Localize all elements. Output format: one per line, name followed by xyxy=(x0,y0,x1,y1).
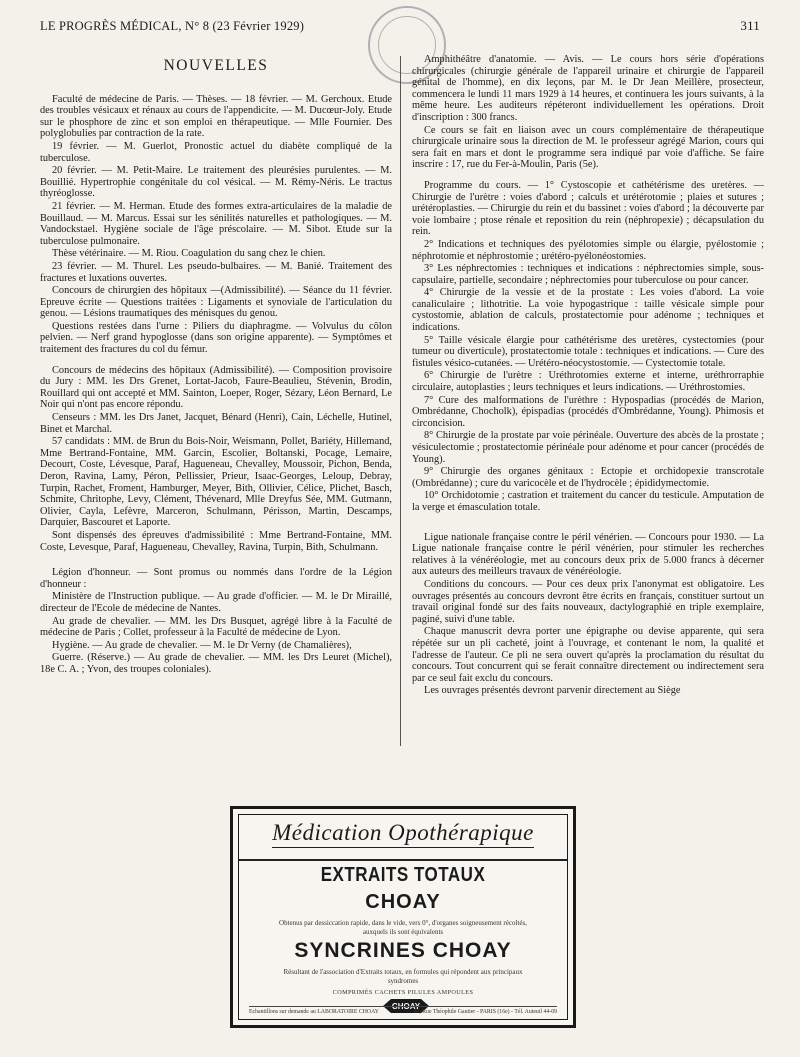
paragraph: 7° Cure des malformations de l'urèthre : Hypospadias (procédés de Marion, Ombrédanne, Chocholk), épispadias (procédés d'Ombrédanne, Young). Phimosis et circoncision. xyxy=(412,394,764,429)
paragraph: 23 février. — M. Thurel. Les pseudo-bulbaires. — M. Banié. Traitement des fractures et luxations ouvertes. xyxy=(40,260,392,284)
paragraph: 2° Indications et techniques des pyélotomies simple ou élargie, pyélostomie ; néphrotomie et néphrostomie ; urétéro-pyélonéostomies. xyxy=(412,238,764,262)
paragraph: 8° Chirurgie de la prostate par voie périnéale. Ouverture des abcès de la prostate ; vésiculectomie ; prostatectomie périnéale pour adénome et pour cancer (procédés de Young). xyxy=(412,430,764,465)
ad-description-1: Obtenus par dessiccation rapide, dans le vide, vers 0°, d'organes soigneusement récoltés, auxquels ils sont équivalents xyxy=(279,919,527,936)
paragraph: Sont dispensés des épreuves d'admissibilité : Mme Bertrand-Fontaine, MM. Coste, Levesque, Paraf, Hagueneau, Chevalley, Ravina, Turpin, Bith, Schulmann. xyxy=(40,529,392,553)
ad-footer-right: 48, Rue Théophile Gautier - PARIS (16e) - Tél. Auteuil 44-09 xyxy=(413,1009,557,1015)
ad-footer xyxy=(249,1006,557,1015)
running-header xyxy=(40,18,760,36)
ad-rule xyxy=(239,859,567,861)
paragraph: Les ouvrages présentés devront parvenir directement au Siège xyxy=(424,685,681,697)
journal-header-title: LE PROGRÈS MÉDICAL, N° 8 (23 Février 1929) xyxy=(40,19,305,33)
advertisement-inner-frame xyxy=(238,814,568,1020)
left-column xyxy=(40,54,392,744)
column-divider xyxy=(400,56,401,746)
paragraph: Faculté de médecine de Paris. — Thèses. — 18 février. — M. Gerchoux. Etude des troubles vésicaux et rénaux au cours de l'appendicite. — M. Ducœur-Joly. Etude sur le phosphore de zinc et son emploi en thérapeutique. — Mlle Fournier. Des polyglobulies par contraction de la rate. xyxy=(40,93,392,140)
paragraph: 20 février. — M. Petit-Maire. Le traitement des pleurésies purulentes. — M. Bouillié. Hypertrophie congénitale du col vésical. — M. Rémy-Néris. Le tractus thyréoglosse. xyxy=(40,165,392,200)
right-column xyxy=(412,54,764,749)
paragraph: 9° Chirurgie des organes génitaux : Ectopie et orchidopexie transcrotale (Ombrédanne) ; cure du varicocèle et de l'hydrocèle ; épididymectomie. xyxy=(412,466,764,489)
paragraph: 5° Taille vésicale élargie pour cathétérisme des uretères, cystectomies (pour tumeur ou diverticule), prostatectomie totale : techniques et indications. — Cure des fistules vésico-cutanées. — Urétéro-néocystostomie. — Cystectomie totale. xyxy=(412,334,764,369)
paragraph: Guerre. (Réserve.) — Au grade de chevalier. — MM. les Drs Leuret (Michel), 18e C. A. ; Yvon, des troupes coloniales). xyxy=(40,652,392,675)
paragraph: Légion d'honneur. — Sont promus ou nommés dans l'ordre de la Légion d'honneur : xyxy=(40,567,392,590)
section-title: NOUVELLES xyxy=(163,57,269,74)
paragraph: Ministère de l'Instruction publique. — Au grade d'officier. — M. le Dr Miraillé, directeur de l'Ecole de médecine de Nantes. xyxy=(40,591,392,614)
paragraph: Au grade de chevalier. — MM. les Drs Busquet, agrégé libre à la Faculté de médecine de Paris ; Collet, professeur à la Faculté de médecine de Lyon. xyxy=(40,615,392,639)
paragraph: 4° Chirurgie de la vessie et de la prostate : Les voies d'abord. La voie canaliculaire ; lithotritie. La voie hypogastrique : taille vésicale simple pour cystostomie, ablation de calculs, prostatectomie pour adénome ; techniques et indications. xyxy=(412,287,764,334)
paragraph: 19 février. — M. Guerlot, Pronostic actuel du diabète compliqué de la tuberculose. xyxy=(40,140,392,164)
advertisement-box xyxy=(230,806,576,1028)
ad-description-2: Résultant de l'association d'Extraits totaux, en formules qui répondent aux principaux syndromes xyxy=(283,968,523,985)
paragraph: 10° Orchidotomie ; castration et traitement du cancer du testicule. Amputation de la verge et émasculation totale. xyxy=(412,490,764,513)
paragraph: 6° Chirurgie de l'urètre : Uréthrotomies externe et interne, uréthrorraphie circulaire, autoplasties ; leurs techniques et leurs indications. — Uréthrostomies. xyxy=(412,370,764,394)
paragraph: 3° Les néphrectomies : techniques et indications : néphrectomies simple, sous-capsulaire, partielle, secondaire ; néphrectomies pour tuberculose ou pour cancer. xyxy=(412,263,764,286)
ad-heading-text: Médication Opothérapique xyxy=(272,819,534,848)
paragraph: 57 candidats : MM. de Brun du Bois-Noir, Weismann, Pollet, Bariéty, Hillemand, Mme Bertrand-Fontaine, MM. Garcin, Escolier, Boltanski, Pocage, Lemaire, Decourt, Coste, Lévesque, Paraf, Hagueneau, Chevalley, Moussoir, Pichon, Benda, Deron, Ravina, Lamy, Péron, Pellissier, Prieur, Isaac-Georges, Leloup, Debray, Turpin, Rachet, Froment, Hamburger, Meyer, Bith, Ollivier, Célice, Plichet, Basch, Schmite, Chritophe, Levy, Clément, Thévenard, Mlle Dreyfus Sée, MM. Gutmann, Olivier, Cayla, Lefèvre, Marceron, Schulmann, Périsson, Martin, Descamps, Darquier, Bascouret et Laporte. xyxy=(40,436,392,529)
paragraph: 21 février. — M. Herman. Etude des formes extra-articulaires de la maladie de Bouillaud. — M. Marcus. Essai sur les sénilités naturelles et pathologiques. — M. Vandockstael. Hygiène sociale de l'âge préscolaire. — M. Sibot. Etude sur la tuberculose pulmonaire. xyxy=(40,200,392,247)
paragraph: Censeurs : MM. les Drs Janet, Jacquet, Bénard (Henri), Cain, Léchelle, Hutinel, Binet et Marchal. xyxy=(40,412,392,435)
ad-forms: COMPRIMÉS CACHETS PILULES AMPOULES xyxy=(332,989,474,996)
paragraph: Concours de chirurgien des hôpitaux —(Admissibilité). — Séance du 11 février. Epreuve écrite — Questions traitées : Ligaments et synoviale de l'articulation du genou. — Lésions traumatiques des ménisques du genou. xyxy=(40,285,392,320)
ad-product-line-1: EXTRAITS TOTAUX xyxy=(320,863,486,886)
logo-label: CHOAY xyxy=(391,1002,421,1011)
paragraph: Ligue nationale française contre le péril vénérien. — Concours pour 1930. — La Ligue nationale française contre le péril vénérien, pour stimuler les recherches relatives à la vénéréologie, met au concours deux prix de 5.000 francs à décerner aux auteurs des meilleurs travaux de vénéréologie. xyxy=(412,531,764,578)
paragraph: Thèse vétérinaire. — M. Riou. Coagulation du sang chez le chien. xyxy=(52,248,326,260)
ad-footer-left: Echantillons sur demande au LABORATOIRE CHOAY xyxy=(249,1009,379,1015)
paragraph: Hygiène. — Au grade de chevalier. — M. le Dr Verny (de Chamalières), xyxy=(52,639,352,651)
paragraph: Ce cours se fait en liaison avec un cours complémentaire de thérapeutique chirurgicale urinaire sous la direction de M. le professeur agrégé Marion, cours qui sera fait en mars et dont le programme sera indiqué par voie d'affiche. Se faire inscrire : 17, rue du Fer-à-Moulin, Paris (5e). xyxy=(412,124,764,171)
ad-product-line-2: CHOAY xyxy=(365,891,441,913)
paragraph: Programme du cours. — 1° Cystoscopie et cathétérisme des uretères. — Chirurgie de l'urètre : voies d'abord ; calculs et urétérotomie ; plaies et sutures ; urétéroplasties. — Chirurgie du rein et du bassinet : voies d'abord ; la découverte par voie lombaire ; ptose rénale et reposition du rein (néphropexie) ; décapsulation du rein. xyxy=(412,179,764,238)
page-number: 311 xyxy=(740,18,760,33)
paragraph: Concours de médecins des hôpitaux (Admissibilité). — Composition provisoire du Jury : MM. les Drs Grenet, Lortat-Jacob, Faure-Beaulieu, Stévenin, Brodin, Rouillard qui ont accepté et MM. Sainton, Loeper, Roger, Sézary, Léon Bernard, Le Noir qui n'ont pas encore répondu. xyxy=(40,364,392,411)
ad-heading xyxy=(239,819,567,848)
paragraph: Questions restées dans l'urne : Piliers du diaphragme. — Volvulus du côlon pelvien. — Nerf grand hypoglosse (dans son origine apparente). — Symptômes et traitement des fractures du col du fémur. xyxy=(40,320,392,356)
paragraph: Chaque manuscrit devra porter une épigraphe ou devise apparente, qui sera répétée sur un pli cacheté, joint à l'ouvrage, et contenant le nom, la qualité et l'adresse de l'auteur. Ce pli ne sera ouvert qu'après la proclamation du résultat du concours. Tout concurrent qui se ferait connaître directement ou indirectement sera par ce seul fait exclu du concours. xyxy=(412,626,764,684)
paragraph: Amphithéâtre d'anatomie. — Avis. — Le cours hors série d'opérations chirurgicales (chirurgie générale de l'appareil urinaire et chirurgie de l'appareil génital de l'homme), en dix leçons, par M. le Dr Jean Meillère, prosecteur, commencera le lundi 11 mars 1929 à 14 heures, et continuera les jours suivants, à la même heure. Les auditeurs répéteront individuellement les opérations. Droit d'inscription : 300 francs. xyxy=(412,54,764,123)
ad-product-line-3: SYNCRINES CHOAY xyxy=(294,939,512,962)
paragraph: Conditions du concours. — Pour ces deux prix l'anonymat est obligatoire. Les ouvrages présentés au concours devront être écrits en français, constituer surtout un travail original fondé sur des faits nouveaux, dactylographié en triple exemplaire, paginé, suivi d'une table. xyxy=(412,578,764,625)
